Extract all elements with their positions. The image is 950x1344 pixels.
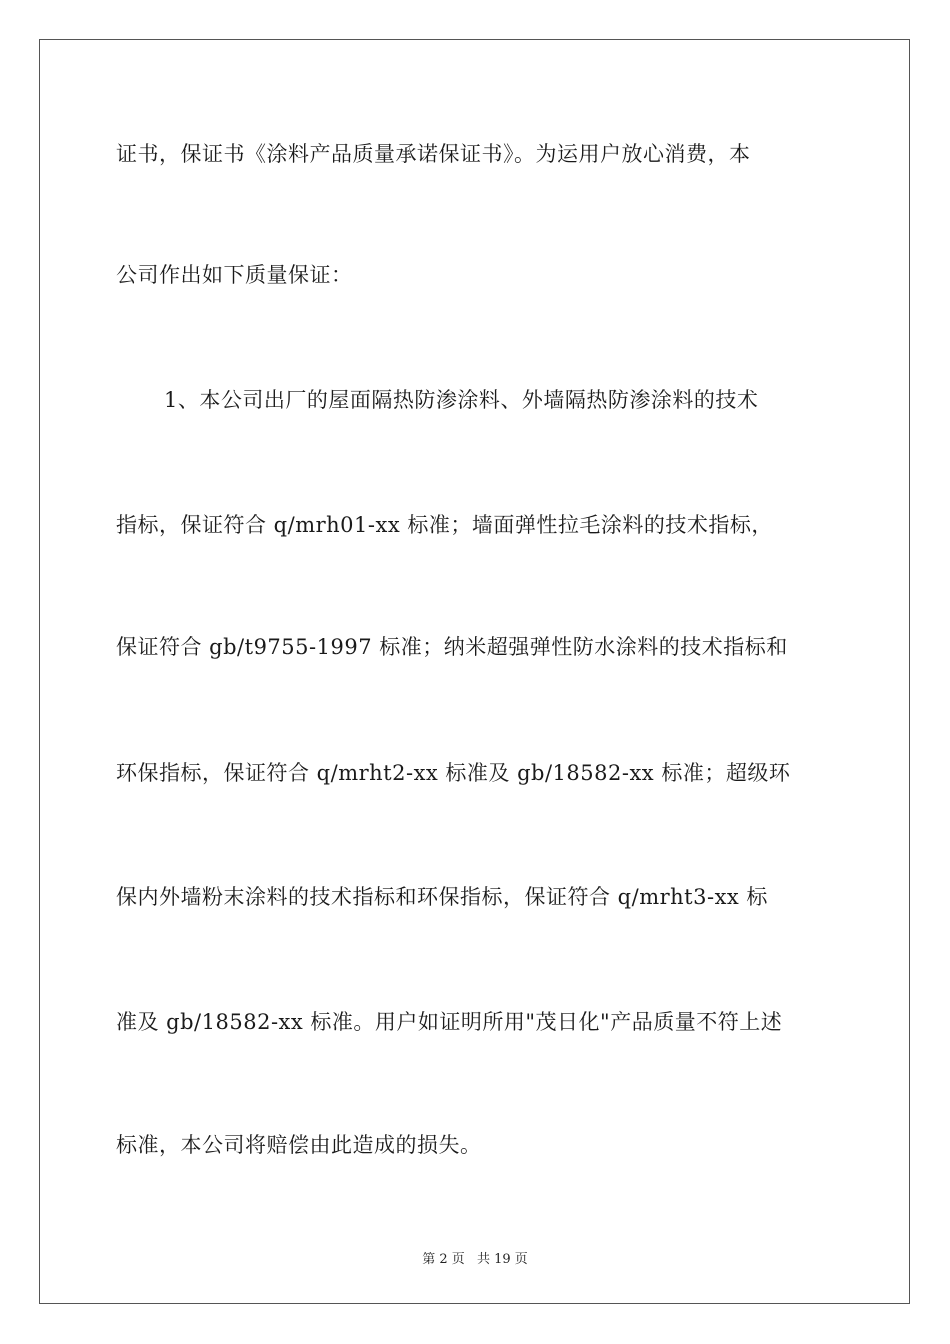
paragraph-line: 标准，本公司将赔偿由此造成的损失。 xyxy=(116,1133,482,1157)
paragraph-line: 指标，保证符合 q/mrh01-xx 标准；墙面弹性拉毛涂料的技术指标， xyxy=(116,513,773,537)
paragraph-line: 证书，保证书《涂料产品质量承诺保证书》。为运用户放心消费，本 xyxy=(116,142,751,166)
page-number: 第 2 页 xyxy=(422,1252,465,1267)
paragraph-line: 1、本公司出厂的屋面隔热防渗涂料、外墙隔热防渗涂料的技术 xyxy=(164,388,759,412)
paragraph-line: 保证符合 gb/t9755-1997 标准；纳米超强弹性防水涂料的技术指标和 xyxy=(116,635,788,659)
paragraph-line: 保内外墙粉末涂料的技术指标和环保指标，保证符合 q/mrht3-xx 标 xyxy=(116,885,768,909)
page-footer xyxy=(0,1248,950,1267)
page-border xyxy=(39,39,910,1304)
paragraph-line: 公司作出如下质量保证： xyxy=(116,263,353,287)
paragraph-line: 准及 gb/18582-xx 标准。用户如证明所用"茂日化"产品质量不符上述 xyxy=(116,1010,783,1034)
page-total: 共 19 页 xyxy=(476,1252,528,1267)
paragraph-line: 环保指标，保证符合 q/mrht2-xx 标准及 gb/18582-xx 标准；超级环 xyxy=(116,761,791,785)
